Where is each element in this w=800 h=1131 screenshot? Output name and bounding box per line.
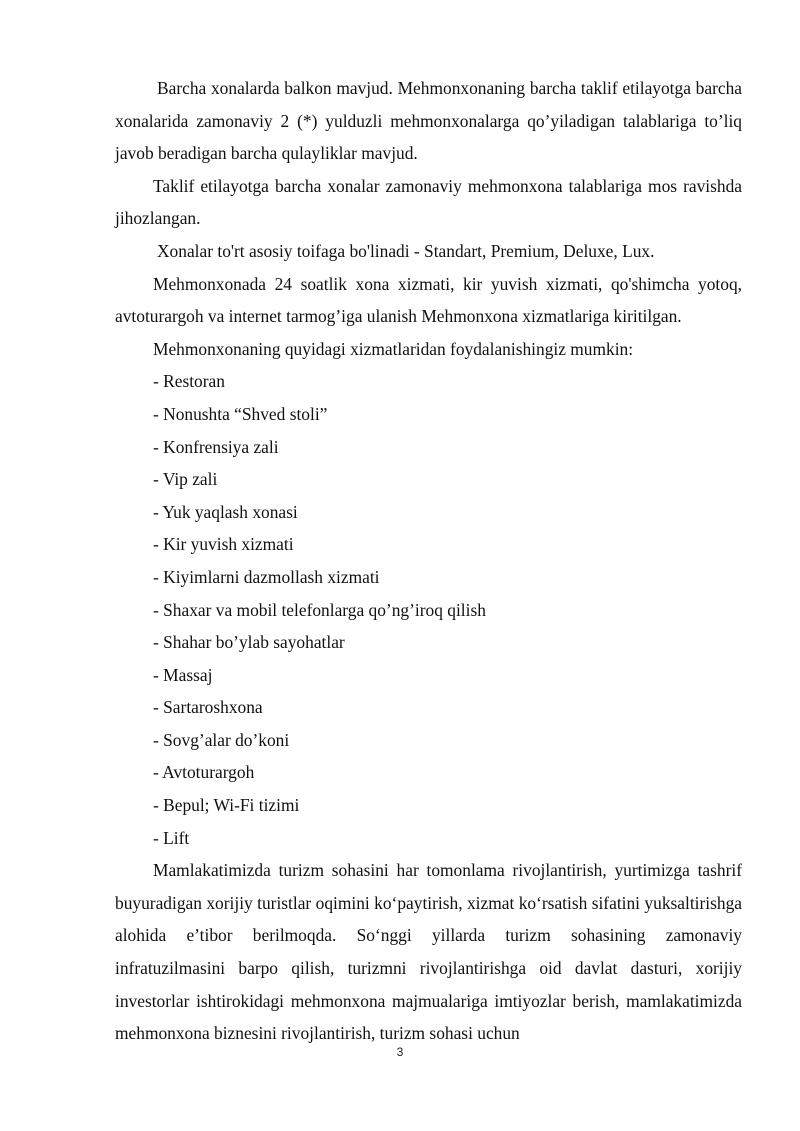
paragraph-tourism-development: Mamlakatimizda turizm sohasini har tomonlama rivojlantirish, yurtimizga tashrif buyuradigan xorijiy turistlar oqimini ko‘paytirish, xizmat ko‘rsatish sifatini yuksaltirishga alohida e’tibor berilmoqda. So‘nggi yillarda turizm sohasining zamonaviy infratuzilmasini barpo qilish, turizmni rivojlantirishga oid davlat dasturi, xorijiy investorlar ishtirokidagi mehmonxona majmualariga imtiyozlar berish, mamlakatimizda mehmonxona biznesini rivojlantirish, turizm sohasi uchun: [115, 860, 742, 1044]
list-item: - Yuk yaqlash xonasi: [153, 501, 298, 522]
list-item: - Bepul; Wi-Fi tizimi: [153, 795, 300, 816]
list-item: - Shahar bo’ylab sayohatlar: [153, 632, 345, 653]
paragraph-equipment: Taklif etilayotga barcha xonalar zamonaviy mehmonxona talablariga mos ravishda jihozlangan.: [115, 175, 742, 229]
paragraph-room-categories: Xonalar to'rt asosiy toifaga bo'linadi - Standart, Premium, Deluxe, Lux.: [157, 240, 655, 261]
list-item: - Lift: [153, 827, 190, 848]
list-item: - Shaxar va mobil telefonlarga qo’ng’iroq qilish: [153, 599, 486, 620]
list-item: - Nonushta “Shved stoli”: [153, 403, 328, 424]
list-item: - Massaj: [153, 664, 213, 685]
services-list: [115, 365, 742, 854]
list-item: - Avtoturargoh: [153, 762, 255, 783]
page-number: 3: [396, 1045, 404, 1059]
list-item: - Kiyimlarni dazmollash xizmati: [153, 566, 380, 587]
paragraph-included-services: Mehmonxonada 24 soatlik xona xizmati, kir yuvish xizmati, qo'shimcha yotoq, avtoturargoh va internet tarmog’iga ulanish Mehmonxona xizmatlariga kiritilgan.: [115, 273, 742, 327]
paragraph-services-intro: Mehmonxonaning quyidagi xizmatlaridan foydalanishingiz mumkin:: [153, 338, 634, 359]
document-page: [115, 72, 742, 1050]
list-item: - Restoran: [153, 371, 225, 392]
paragraph-balcony: Barcha xonalarda balkon mavjud. Mehmonxonaning barcha taklif etilayotga barcha xonalarida zamonaviy 2 (*) yulduzli mehmonxonalarga qo’yiladigan talablariga to’liq javob beradigan barcha qulayliklar mavjud.: [115, 78, 742, 164]
list-item: - Konfrensiya zali: [153, 436, 279, 457]
list-item: - Sovg’alar do’koni: [153, 729, 290, 750]
list-item: - Sartaroshxona: [153, 697, 263, 718]
list-item: - Kir yuvish xizmati: [153, 534, 294, 555]
list-item: - Vip zali: [153, 469, 218, 490]
